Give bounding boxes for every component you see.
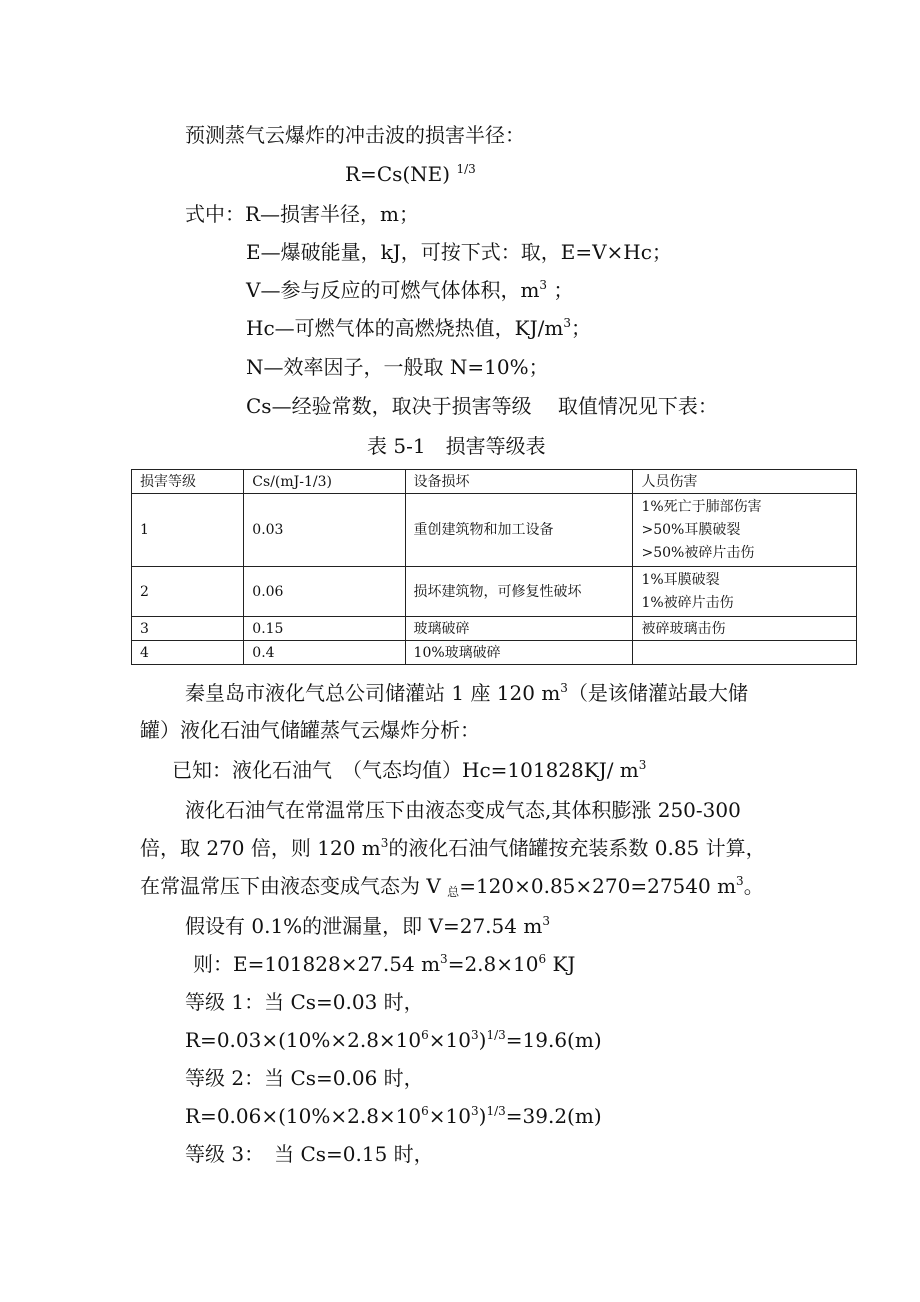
def-hc-tail: ； [570,316,591,340]
energy-line [193,950,575,978]
cs-cell: 0.06 [244,567,405,617]
radius-formula [345,160,476,188]
definition-r: 式中：R—损害半径，m； [185,202,420,226]
equipment-cell: 10%玻璃破碎 [405,641,633,665]
calc-c: ) [478,1028,487,1052]
para2-line3 [140,872,764,900]
energy-b: =2.8×10 [447,952,539,976]
para2-l3-b: =120×0.85×270=27540 m [459,874,737,898]
calc-a: R=0.06×(10%×2.8×10 [185,1104,422,1128]
table-row [132,494,857,567]
para2-l3-sub: 总 [447,885,460,899]
energy-sup2: 6 [538,952,547,966]
header-cell: 人员伤害 [633,470,857,494]
para2-line2 [140,834,766,862]
def-v-text: V—参与反应的可燃气体体积，m [246,278,540,302]
equipment-cell: 重创建筑物和加工设备 [405,494,633,567]
table-caption: 表 5-1 损害等级表 [367,434,546,458]
table-header-row [132,470,857,494]
definition-e: E—爆破能量，kJ，可按下式：取，E=V×Hc； [246,240,672,264]
def-v-sup: 3 [539,278,548,292]
people-line: 1%耳膜破裂 [641,571,720,588]
definition-hc [246,314,591,342]
people-line: >50%被碎片击伤 [641,544,755,561]
people-cell: 被碎玻璃击伤 [633,617,857,641]
calc-a: R=0.03×(10%×2.8×10 [185,1028,422,1052]
header-cell: 设备损坏 [405,470,633,494]
para2-l2-sup: 3 [380,836,389,850]
definition-n: N—效率因子，一般取 N=10%； [246,355,549,379]
energy-c: KJ [546,952,576,976]
calc-sup-third: 1/3 [486,1028,506,1042]
intro-text: 预测蒸气云爆炸的冲击波的损害半径： [185,123,525,147]
def-hc-text: Hc—可燃气体的高燃烧热值，KJ/m [246,316,564,340]
para2-l2-b: 的液化石油气储罐按充装系数 0.85 计算， [388,836,766,860]
level-cell: 2 [132,567,244,617]
calc-b: ×10 [428,1028,471,1052]
def-v-tail: ； [553,278,574,302]
people-cell [633,567,857,617]
calc-sup6: 6 [421,1028,429,1042]
equipment-cell: 玻璃破碎 [405,617,633,641]
para1-sup: 3 [560,681,568,695]
equipment-cell: 损坏建筑物，可修复性破坏 [405,567,633,617]
known-text: 已知：液化石油气 （气态均值）Hc=101828KJ/ m [172,758,639,782]
level1-label: 等级 1：当 Cs=0.03 时， [185,990,424,1014]
cs-cell: 0.4 [244,641,405,665]
level-cell: 3 [132,617,244,641]
table-row [132,567,857,617]
level-cell: 4 [132,641,244,665]
para1-text-b: （是该储灌站最大储 [567,681,748,705]
para2-l3-a: 在常温常压下由液态变成气态为 V [140,874,448,898]
para2-l2-a: 倍，取 270 倍，则 120 m [140,836,381,860]
leak-sup: 3 [542,914,550,928]
cs-cell: 0.03 [244,494,405,567]
energy-sup1: 3 [440,952,448,966]
para2-line1: 液化石油气在常温常压下由液态变成气态,其体积膨涨 250-300 [185,798,741,822]
para1-line1 [185,679,748,707]
para1-line2: 罐）液化石油气储罐蒸气云爆炸分析： [140,718,480,742]
people-cell [633,494,857,567]
calc-sup3: 3 [471,1028,479,1042]
para2-l3-c: 。 [743,874,764,898]
calc-d: =39.2(m) [505,1104,602,1128]
cs-cell: 0.15 [244,617,405,641]
level-cell: 1 [132,494,244,567]
header-cell: Cs/(mJ-1/3) [244,470,405,494]
def-hc-sup: 3 [563,316,571,330]
table-row [132,641,857,665]
people-line: >50%耳膜破裂 [641,521,741,538]
people-line: 1%死亡于肺部伤害 [641,498,762,515]
definition-v [246,276,573,304]
leak-line [185,912,550,940]
formula-base: R=Cs(NE) [345,162,451,186]
header-cell: 损害等级 [132,470,244,494]
leak-text: 假设有 0.1%的泄漏量，即 V=27.54 m [185,914,543,938]
calc-sup-third: 1/3 [486,1104,506,1118]
known-line [172,756,646,784]
damage-level-table [131,469,857,665]
people-line: 1%被碎片击伤 [641,594,734,611]
para1-text-a: 秦皇岛市液化气总公司储灌站 1 座 120 m [185,681,561,705]
level1-calc [185,1026,602,1054]
table-row [132,617,857,641]
people-cell [633,641,857,665]
level2-label: 等级 2：当 Cs=0.06 时， [185,1066,424,1090]
formula-exponent: 1/3 [456,162,476,176]
para2-l3-sup: 3 [736,874,744,888]
known-sup: 3 [638,758,647,772]
energy-a: 则：E=101828×27.54 m [193,952,441,976]
definition-cs: Cs—经验常数，取决于损害等级 取值情况见下表： [246,394,718,418]
calc-sup3: 3 [471,1104,479,1118]
calc-d: =19.6(m) [505,1028,602,1052]
calc-c: ) [478,1104,487,1128]
level3-label: 等级 3： 当 Cs=0.15 时， [185,1142,434,1166]
level2-calc [185,1102,602,1130]
calc-sup6: 6 [421,1104,429,1118]
calc-b: ×10 [428,1104,471,1128]
